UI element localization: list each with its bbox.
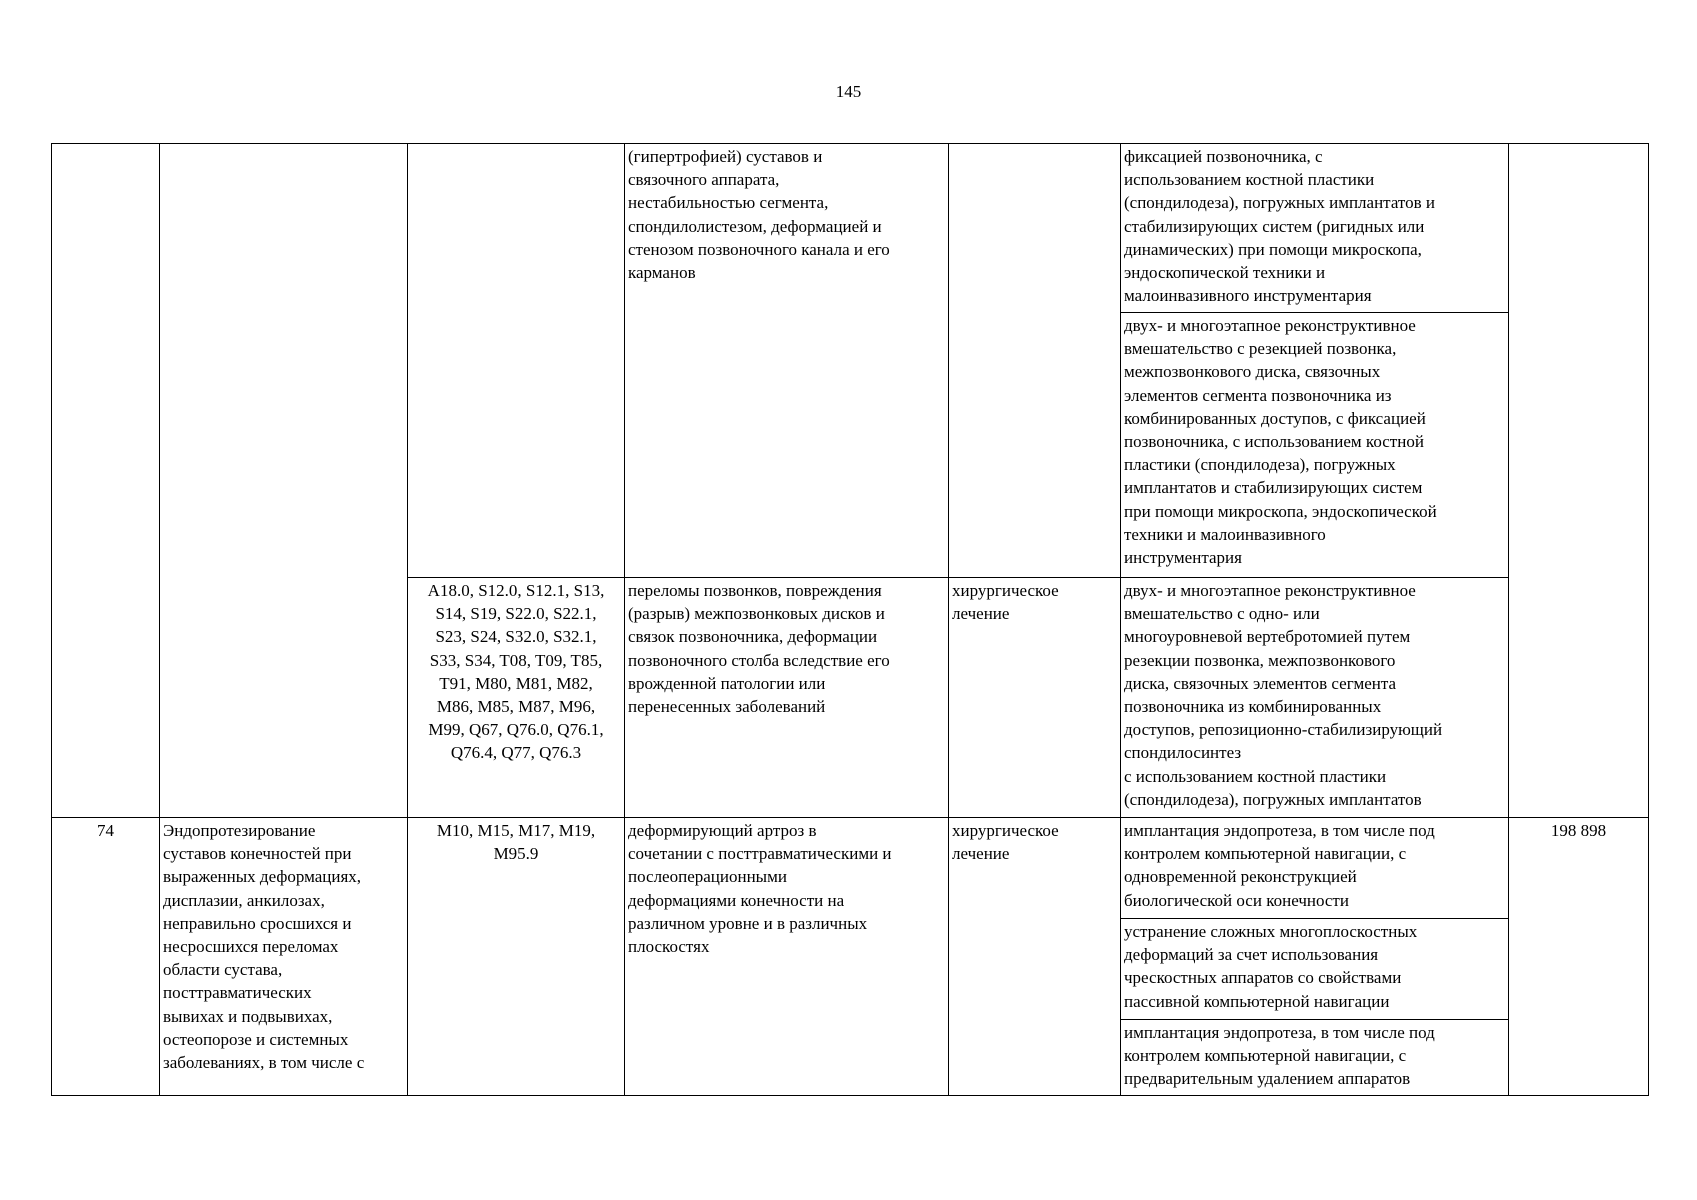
method-cell: имплантация эндопротеза, в том числе под контролем компьютерной навигации, с одновременной реконструкцией биологической оси конечности — [1121, 818, 1509, 919]
name-cell — [160, 144, 408, 818]
codes-cell: A18.0, S12.0, S12.1, S13, S14, S19, S22.0, S22.1, S23, S24, S32.0, S32.1, S33, S34, T08, T09, T85, T91, M80, M81, M82, M86, M85, M87, M96, M99, Q67, Q76.0, Q76.1, Q76.4, Q77, Q76.3 — [408, 578, 625, 818]
number-cell: 74 — [52, 818, 160, 1096]
model-cell: переломы позвонков, повреждения (разрыв) межпозвонковых дисков и связок позвоночника, деформации позвоночного столба вследствие его врожденной патологии или перенесенных заболеваний — [625, 578, 949, 818]
model-cell: деформирующий артроз в сочетании с посттравматическими и послеоперационными деформациями конечности на различном уровне и в различных плоскостях — [625, 818, 949, 1096]
method-cell: фиксацией позвоночника, с использованием костной пластики (спондилодеза), погружных имплантатов и стабилизирующих систем (ригидных или динамических) при помощи микроскопа, эндоскопической техники и малоинвазивного инструментария — [1121, 144, 1509, 313]
method-cell: двух- и многоэтапное реконструктивное вмешательство с одно- или многоуровневой вертебротомией путем резекции позвонка, межпозвонкового диска, связочных элементов сегмента позвоночника из комбинированных доступов, репозиционно-стабилизирующий спондилосинтез с использованием костной пластики (спондилодеза), погружных имплантатов — [1121, 578, 1509, 818]
table-row — [52, 144, 1649, 313]
method-cell: устранение сложных многоплоскостных деформаций за счет использования чрескостных аппаратов со свойствами пассивной компьютерной навигации — [1121, 919, 1509, 1020]
page-number: 145 — [835, 82, 862, 101]
number-cell — [52, 144, 160, 818]
name-cell: Эндопротезирование суставов конечностей при выраженных деформациях, дисплазии, анкилозах, неправильно сросшихся и несросшихся переломах области сустава, посттравматических вывихах и подвывихах, остеопорозе и системных заболеваниях, в том числе с — [160, 818, 408, 1096]
treatment-cell: хирургическое лечение — [949, 818, 1121, 1096]
cost-cell — [1509, 144, 1649, 818]
treatment-cell: хирургическое лечение — [949, 578, 1121, 818]
codes-cell — [408, 144, 625, 578]
table-row — [52, 818, 1649, 919]
model-cell: (гипертрофией) суставов и связочного аппарата, нестабильностью сегмента, спондилолистезом, деформацией и стенозом позвоночного канала и его карманов — [625, 144, 949, 578]
method-cell: двух- и многоэтапное реконструктивное вмешательство с резекцией позвонка, межпозвонкового диска, связочных элементов сегмента позвоночника из комбинированных доступов, с фиксацией позвоночника, с использованием костной пластики (спондилодеза), погружных имплантатов и стабилизирующих систем при помощи микроскопа, эндоскопической техники и малоинвазивного инструментария — [1121, 313, 1509, 578]
method-cell: имплантация эндопротеза, в том числе под контролем компьютерной навигации, с предварительным удалением аппаратов — [1121, 1020, 1509, 1096]
cost-cell: 198 898 — [1509, 818, 1649, 1096]
medical-care-table — [51, 143, 1649, 1096]
codes-cell: M10, M15, M17, M19, M95.9 — [408, 818, 625, 1096]
treatment-cell — [949, 144, 1121, 578]
